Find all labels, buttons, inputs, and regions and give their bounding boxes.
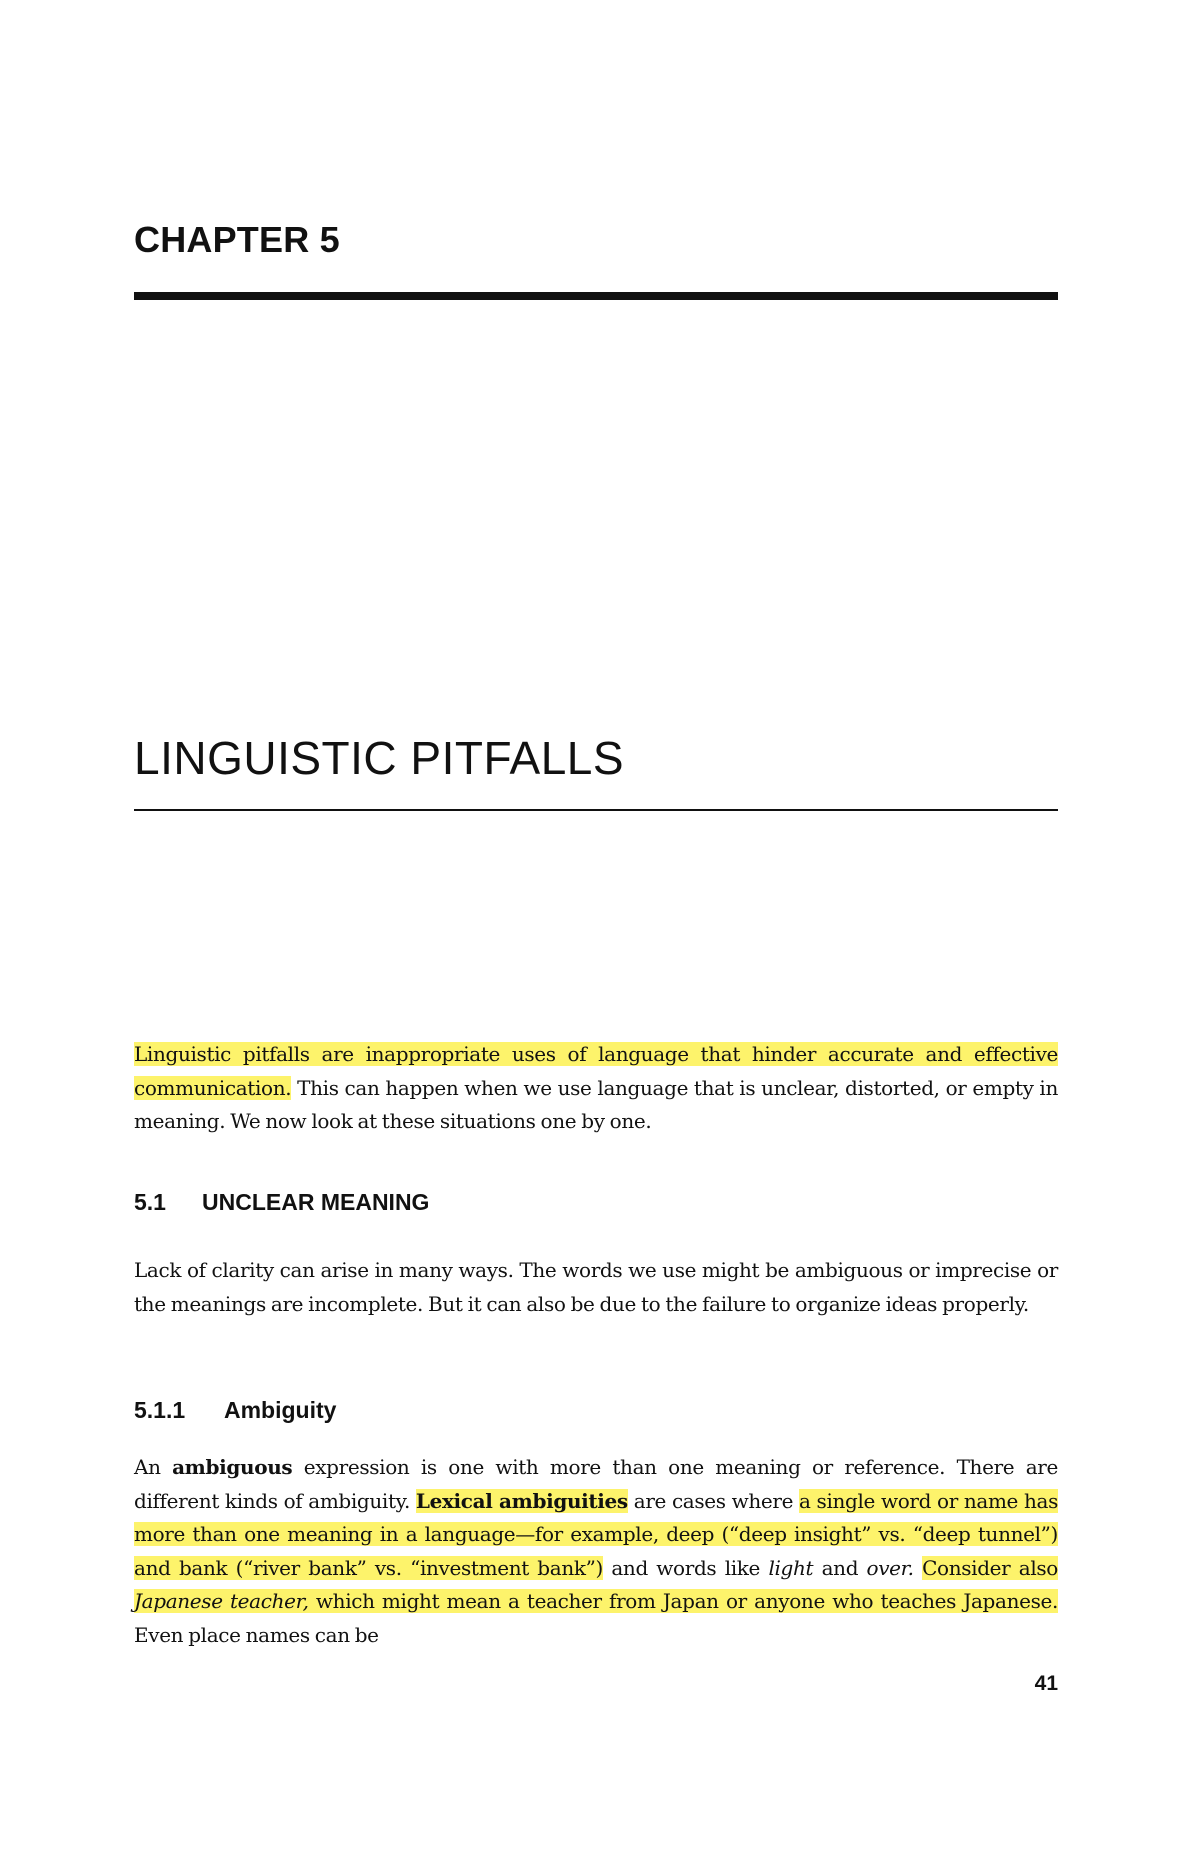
intro-paragraph — [134, 1038, 1058, 1139]
text-fragment: and — [813, 1555, 867, 1580]
subsection-heading-5-1-1 — [134, 1399, 336, 1422]
ambiguity-paragraph — [134, 1451, 1058, 1652]
text-fragment — [914, 1556, 922, 1580]
section-number: 5.1 — [134, 1189, 166, 1215]
example-over: over. — [866, 1555, 914, 1580]
example-japanese-teacher: Japanese teacher, — [134, 1589, 309, 1613]
section-title: UNCLEAR MEANING — [202, 1189, 430, 1215]
text-fragment: are cases where — [627, 1488, 800, 1513]
text-fragment: which might mean a teacher from Japan or anyone who teaches Japanese. — [308, 1589, 1059, 1613]
term-lexical-ambiguities: Lexical ambiguities — [415, 1488, 628, 1513]
subsection-number: 5.1.1 — [134, 1397, 186, 1423]
text-fragment: Even place names can be — [134, 1622, 379, 1647]
subsection-title: Ambiguity — [224, 1397, 337, 1423]
text-fragment: An — [134, 1455, 173, 1479]
section-5-1-paragraph: Lack of clarity can arise in many ways. The words we use might be ambiguous or imprecise or the meanings are incomplete. But it can also be due to the failure to organize ideas properly. — [134, 1258, 1058, 1316]
chapter-rule-thin — [134, 809, 1058, 811]
chapter-label: CHAPTER 5 — [134, 219, 340, 260]
text-fragment: Consider also — [922, 1555, 1058, 1580]
highlight-definition: a single word or name has more than one meaning in a language—for example, deep (“deep insight” vs. “deep tunnel”) and bank (“river bank” vs. “investment bank”) — [134, 1488, 1058, 1580]
text-fragment: and words like — [602, 1555, 769, 1580]
section-heading-5-1 — [134, 1191, 429, 1214]
term-ambiguous: ambiguous — [172, 1455, 293, 1479]
intro-highlight: Linguistic pitfalls are inappropriate uses of language that hinder accurate and effective communication. — [134, 1042, 1058, 1100]
intro-rest: This can happen when we use language that is unclear, distorted, or empty in meaning. We now look at these situations one by one. — [134, 1075, 1058, 1133]
text-fragment: expression is one with more than one meaning or reference. There are different kinds of ambiguity. — [134, 1455, 1058, 1513]
chapter-title: LINGUISTIC PITFALLS — [134, 732, 625, 784]
page-number: 41 — [1034, 1672, 1058, 1695]
chapter-rule-thick — [134, 292, 1058, 300]
example-light: light — [768, 1555, 814, 1580]
